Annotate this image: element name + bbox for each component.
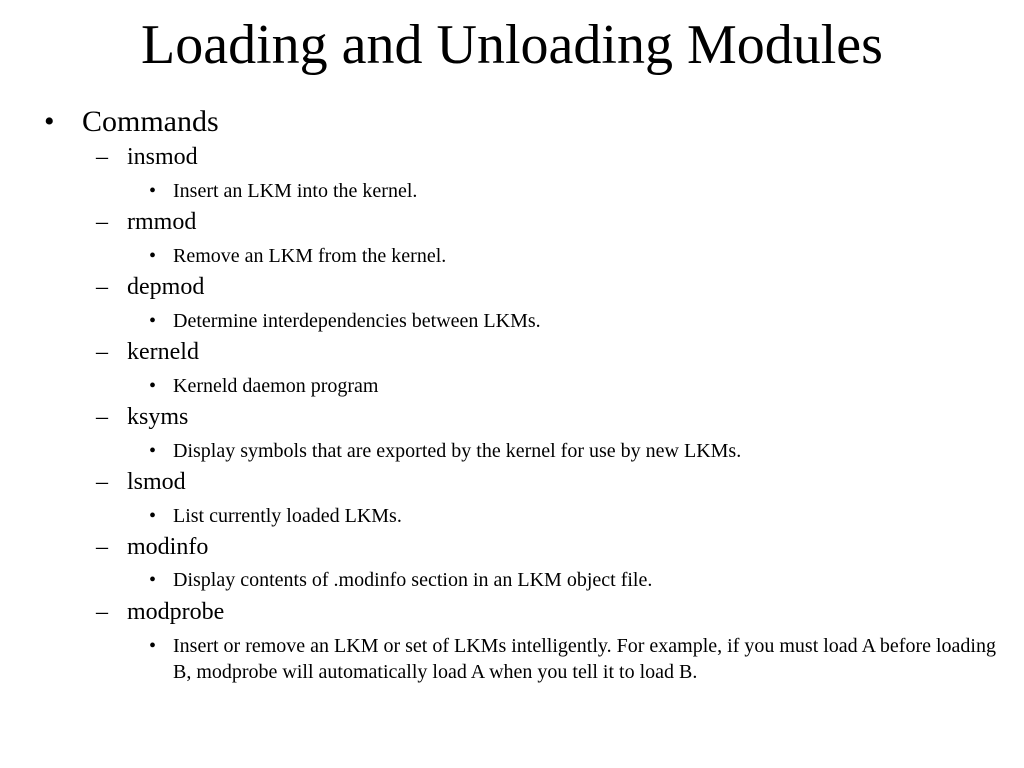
command-name: modinfo xyxy=(127,534,209,560)
bullet-marker: • xyxy=(149,505,157,527)
bullet-marker: • xyxy=(149,375,157,397)
command-name: kerneld xyxy=(127,339,199,365)
command-description xyxy=(149,243,1009,269)
dash-marker: – xyxy=(96,339,108,365)
command-item xyxy=(96,467,186,497)
command-description xyxy=(149,308,1009,334)
dash-marker: – xyxy=(96,469,108,495)
description-text: Insert or remove an LKM or set of LKMs intelligently. For example, if you must load A before loading B, modprobe will automatically load A when you tell it to load B. xyxy=(173,635,996,683)
bullet-marker: • xyxy=(44,105,55,138)
command-name: modprobe xyxy=(127,599,225,625)
bullet-commands xyxy=(44,104,219,140)
description-text: Remove an LKM from the kernel. xyxy=(173,245,447,267)
command-description xyxy=(149,373,1009,399)
dash-marker: – xyxy=(96,209,108,235)
dash-marker: – xyxy=(96,534,108,560)
command-item xyxy=(96,402,188,432)
command-name: depmod xyxy=(127,274,205,300)
command-description xyxy=(149,633,1009,685)
command-description xyxy=(149,438,1009,464)
slide-title: Loading and Unloading Modules xyxy=(141,14,883,76)
command-name: insmod xyxy=(127,144,198,170)
command-description xyxy=(149,567,1009,593)
command-item xyxy=(96,532,208,562)
bullet-marker: • xyxy=(149,245,157,267)
description-text: Display symbols that are exported by the kernel for use by new LKMs. xyxy=(173,440,742,462)
dash-marker: – xyxy=(96,404,108,430)
bullet-marker: • xyxy=(149,310,157,332)
description-text: List currently loaded LKMs. xyxy=(173,505,402,527)
command-item xyxy=(96,207,196,237)
description-text: Kerneld daemon program xyxy=(173,375,379,397)
command-item xyxy=(96,272,204,302)
command-description xyxy=(149,178,1009,204)
description-text: Determine interdependencies between LKMs. xyxy=(173,310,541,332)
dash-marker: – xyxy=(96,144,108,170)
bullet-marker: • xyxy=(149,635,157,657)
command-name: rmmod xyxy=(127,209,197,235)
command-name: ksyms xyxy=(127,404,189,430)
description-text: Display contents of .modinfo section in an LKM object file. xyxy=(173,569,653,591)
bullet-marker: • xyxy=(149,569,157,591)
command-description xyxy=(149,503,1009,529)
command-item xyxy=(96,337,199,367)
command-name: lsmod xyxy=(127,469,186,495)
description-text: Insert an LKM into the kernel. xyxy=(173,180,418,202)
bullet-text: Commands xyxy=(82,105,219,138)
dash-marker: – xyxy=(96,274,108,300)
dash-marker: – xyxy=(96,599,108,625)
bullet-marker: • xyxy=(149,440,157,462)
bullet-marker: • xyxy=(149,180,157,202)
command-item xyxy=(96,142,198,172)
command-item xyxy=(96,597,224,627)
